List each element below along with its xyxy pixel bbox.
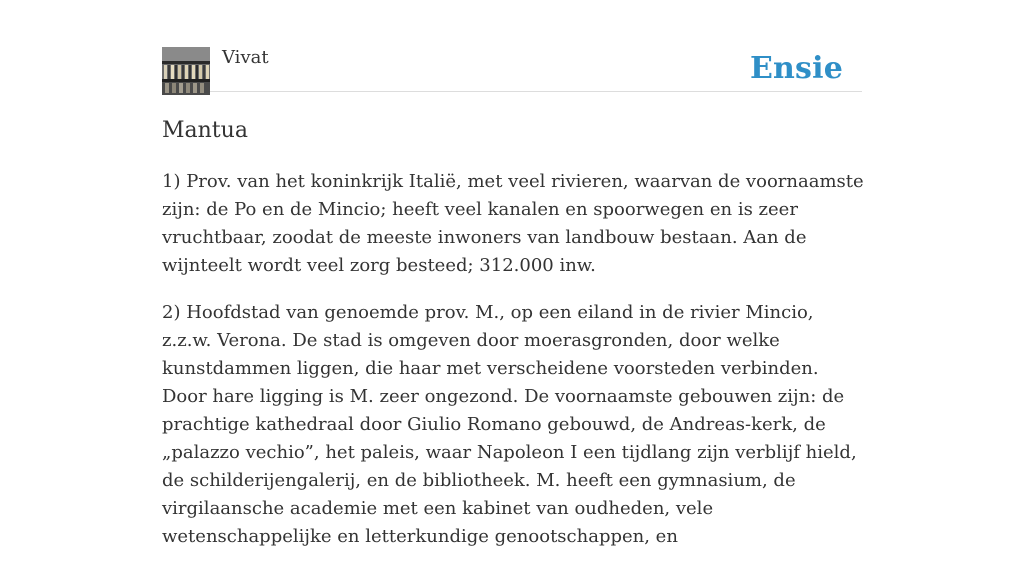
bookshelf-avatar-icon bbox=[162, 47, 210, 95]
source-avatar[interactable] bbox=[162, 47, 210, 95]
source-name-link[interactable]: Vivat bbox=[222, 47, 269, 68]
article-paragraph-2: 2) Hoofdstad van genoemde prov. M., op een eiland in de rivier Mincio, z.z.w. Verona. De stad is omgeven door moerasgronden, door welke kunstdammen liggen, die haar met verscheidene voorsteden verbinden. Door hare ligging is M. zeer ongezond. De voornaamste gebouwen zijn: de prachtige kathedraal door Giulio Romano gebouwd, de Andreas-kerk, de „palazzo vechio”, het paleis, waar Napoleon I een tijdlang zijn verblijf hield, de schilderijengalerij, en de bibliotheek. M. heeft een gymnasium, de virgilaansche academie met een kabinet van oudheden, vele wetenschappelijke en letterkundige genootschappen, en bbox=[162, 302, 857, 547]
article-paragraph-1: 1) Prov. van het koninkrijk Italië, met veel rivieren, waarvan de voornaamste zijn: de Po en de Mincio; heeft veel kanalen en spoorwegen en is zeer vruchtbaar, zoodat de meeste inwoners van landbouw bestaan. Aan de wijnteelt wordt veel zorg besteed; 312.000 inw. bbox=[162, 171, 864, 276]
article-body bbox=[162, 168, 864, 570]
ensie-logo-link[interactable]: Ensie bbox=[749, 51, 843, 86]
article-page bbox=[162, 0, 864, 547]
page-header bbox=[162, 0, 862, 92]
article-title: Mantua bbox=[162, 118, 248, 143]
